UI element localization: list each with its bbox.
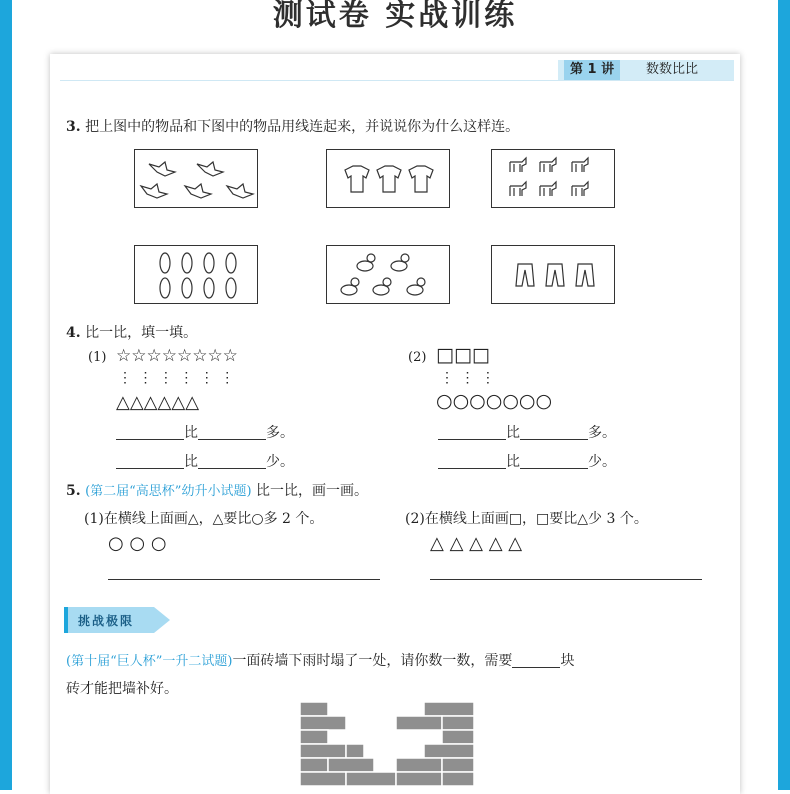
less-word: 少。 [266, 454, 294, 470]
challenge-text-1: 一面砖墙下雨时塌了一处，请你数一数，需要 [232, 653, 513, 669]
goats-box[interactable] [491, 149, 615, 208]
question-4 [66, 322, 197, 342]
challenge-text-3: 砖才能把墙补好。 [66, 681, 178, 697]
q5-part2-triangles: △ △ △ △ △ [430, 533, 523, 554]
q5-part2-draw-line[interactable] [430, 579, 702, 580]
answer-blank[interactable] [116, 454, 184, 469]
compare-word: 比 [184, 454, 198, 470]
q5-part1-circles: ○ ○ ○ [108, 533, 167, 554]
cabbages-picture [135, 246, 259, 305]
compare-word: 比 [506, 425, 520, 441]
q5-part1-draw-line[interactable] [108, 579, 380, 580]
trousers-box[interactable] [491, 245, 615, 304]
q4-part1-label: (1) [88, 350, 107, 365]
q4-part2-label: (2) [408, 350, 427, 365]
question-5-number: 5. [66, 483, 81, 499]
question-5-text: 比一比，画一画。 [255, 483, 368, 499]
question-3-text: 把上图中的物品和下图中的物品用线连起来，并说说你为什么这样连。 [85, 119, 520, 135]
answer-blank[interactable] [438, 454, 506, 469]
challenge-label: 挑战极限 [78, 614, 135, 628]
lecture-topic: 数数比比 [646, 62, 699, 77]
lecture-number: 第 1 讲 [564, 60, 620, 80]
question-4-text: 比一比，填一填。 [85, 325, 198, 341]
lecture-tag [558, 60, 734, 80]
compare-word: 比 [506, 454, 520, 470]
compare-word: 比 [184, 425, 198, 441]
answer-blank[interactable] [116, 425, 184, 440]
more-word: 多。 [588, 425, 616, 441]
answer-blank[interactable] [198, 425, 266, 440]
brick-wall-picture [300, 702, 475, 790]
challenge-text-2: 块 [560, 653, 575, 669]
answer-blank[interactable] [438, 425, 506, 440]
question-4-number: 4. [66, 325, 81, 341]
challenge-question [66, 650, 574, 670]
more-word: 多。 [266, 425, 294, 441]
answer-blank[interactable] [198, 454, 266, 469]
question-3 [66, 116, 519, 136]
question-3-number: 3. [66, 119, 81, 135]
answer-blank[interactable] [520, 425, 588, 440]
q4-part1-triangles: △△△△△△ [116, 392, 200, 413]
q4-part2-sentence-less [438, 451, 616, 471]
q4-part2-sentence-more [438, 422, 616, 442]
q5-part1-instruction: (1)在横线上面画△，△要比○多 2 个。 [84, 511, 324, 527]
challenge-badge [64, 607, 170, 633]
eagles-box[interactable] [134, 149, 258, 208]
answer-blank[interactable] [512, 653, 560, 668]
header-rule [60, 80, 734, 81]
q4-part1-stars: ☆☆☆☆☆☆☆☆ [116, 346, 238, 366]
cabbages-box[interactable] [134, 245, 258, 304]
challenge-source: (第十届“巨人杯”一升二试题) [66, 654, 233, 669]
question-5-source: (第二届“高思杯”幼升小试题) [85, 484, 252, 499]
trousers-picture [492, 246, 616, 305]
question-5 [66, 480, 368, 500]
q4-part1-sentence-less [116, 451, 294, 471]
q4-part1-dots: ⋮ ⋮ ⋮ ⋮ ⋮ ⋮ [118, 370, 235, 386]
less-word: 少。 [588, 454, 616, 470]
q5-part2-instruction: (2)在横线上面画□，□要比△少 3 个。 [405, 511, 648, 527]
q4-part2-squares: □□□ [436, 344, 490, 366]
goats-picture [492, 150, 616, 209]
ducks-picture [327, 246, 451, 305]
q4-part2-circles: ○○○○○○○ [436, 390, 553, 412]
shirts-box[interactable] [326, 149, 450, 208]
ducks-box[interactable] [326, 245, 450, 304]
answer-blank[interactable] [520, 454, 588, 469]
q4-part2-dots: ⋮ ⋮ ⋮ [440, 370, 495, 386]
banner-title: 测试卷 实战训练 [272, 0, 518, 33]
q4-part1-sentence-more [116, 422, 294, 442]
shirts-picture [327, 150, 451, 209]
eagles-picture [135, 150, 259, 209]
